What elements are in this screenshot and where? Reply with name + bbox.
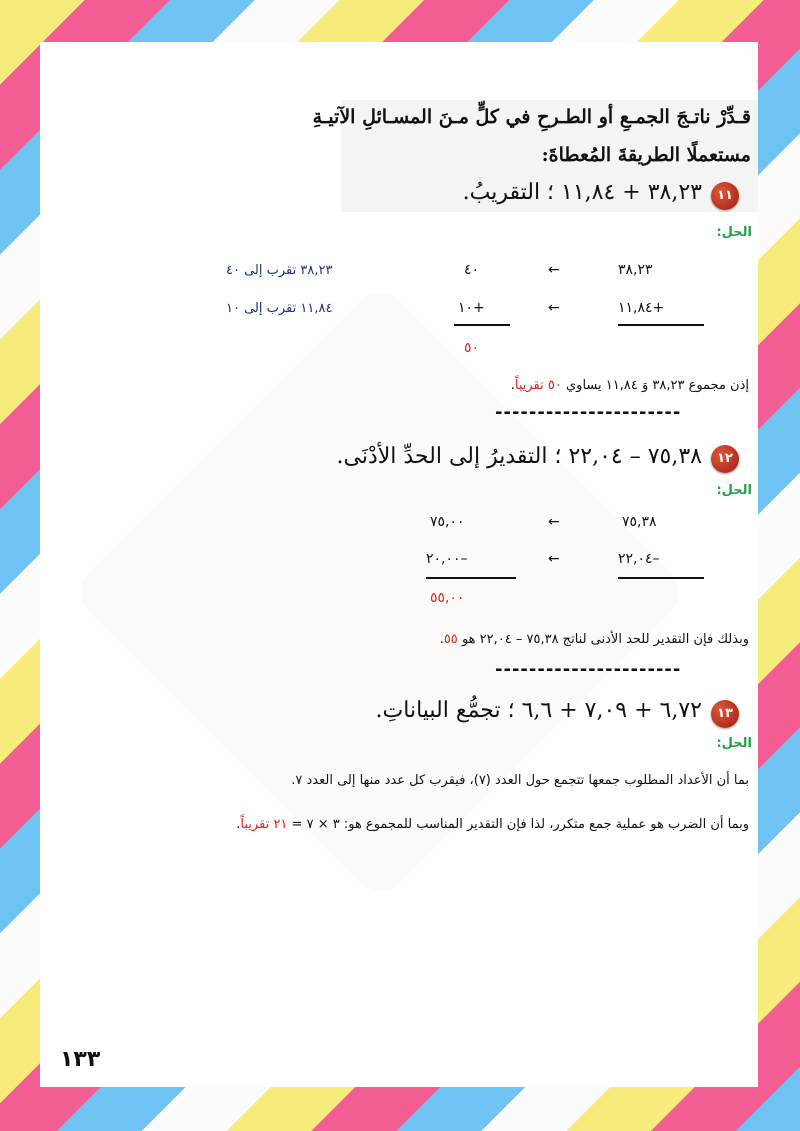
- separator: ----------------------: [495, 659, 682, 680]
- result-value: ٥٥,٠٠: [430, 590, 465, 606]
- conclusion-text: وبذلك فإن التقدير للحد الأدنى لناتج ٧٥,٣٨ – ٢٢,٠٤ هو ٥٥.: [439, 632, 749, 647]
- problem-number-badge: ١٣: [711, 700, 739, 728]
- arrow-icon: ←: [548, 551, 562, 567]
- rounded-number: +١٠: [458, 300, 485, 316]
- rounding-note: ٣٨,٢٣ تقرب إلى ٤٠: [226, 263, 333, 278]
- original-number: ٧٥,٣٨: [622, 514, 657, 530]
- result-value: ٥٠: [464, 340, 480, 356]
- page-number: ١٣٣: [60, 1047, 101, 1072]
- instructions-line-2: مستعملًا الطريقةَ المُعطاةَ:: [541, 144, 751, 166]
- highlighted-value: ٥٥: [443, 632, 458, 647]
- sum-underline: [454, 324, 510, 326]
- problem-number-badge: ١٢: [711, 445, 739, 473]
- problem-statement: ٧٥,٣٨ – ٢٢,٠٤ ؛ التقديرُ إلى الحدِّ الأدْنَى.: [336, 444, 702, 469]
- original-number: +١١,٨٤: [618, 300, 665, 316]
- solution-label: الحل:: [716, 483, 752, 498]
- highlighted-value: ٢١ تقريباً: [240, 817, 288, 832]
- rounding-note: ١١,٨٤ تقرب إلى ١٠: [226, 301, 333, 316]
- problem-statement: ٣٨,٢٣ + ١١,٨٤ ؛ التقريبُ.: [462, 180, 702, 205]
- solution-label: الحل:: [716, 736, 752, 751]
- worksheet-page: [40, 42, 758, 1087]
- arrow-icon: ←: [548, 262, 562, 278]
- rounded-number: ٤٠: [464, 262, 480, 278]
- highlighted-value: ٥٠ تقريباً: [514, 378, 562, 393]
- original-number: ٣٨,٢٣: [618, 262, 653, 278]
- problem-statement: ٦,٧٢ + ٧,٠٩ + ٦,٦ ؛ تجمُّع البياناتِ.: [375, 698, 702, 723]
- difference-underline: [426, 577, 516, 579]
- explanation-line: وبما أن الضرب هو عملية جمع متكرر، لذا فإن التقدير المناسب للمجموع هو: ٣ × ٧ = ٢١ تقريباً.: [236, 817, 749, 832]
- conclusion-text: إذن مجموع ٣٨,٢٣ وَ ١١,٨٤ يساوي ٥٠ تقريباً.: [510, 378, 749, 393]
- problem-number-badge: ١١: [711, 182, 739, 210]
- difference-underline: [618, 577, 704, 579]
- sum-underline: [618, 324, 704, 326]
- arrow-icon: ←: [548, 300, 562, 316]
- rounded-number: ٧٥,٠٠: [430, 514, 465, 530]
- instructions-line-1: قـدِّرْ ناتـجَ الجمـعِ أو الطـرحِ في كلٍّ مـنَ المسـائلِ الآتيـةِ: [312, 106, 751, 128]
- arrow-icon: ←: [548, 514, 562, 530]
- rounded-number: –٢٠,٠٠: [426, 551, 468, 567]
- original-number: –٢٢,٠٤: [618, 551, 660, 567]
- solution-label: الحل:: [716, 225, 752, 240]
- separator: ----------------------: [495, 402, 682, 423]
- explanation-line: بما أن الأعداد المطلوب جمعها تتجمع حول العدد (٧)، فيقرب كل عدد منها إلى العدد ٧.: [291, 773, 749, 788]
- background-watermark: [69, 281, 691, 903]
